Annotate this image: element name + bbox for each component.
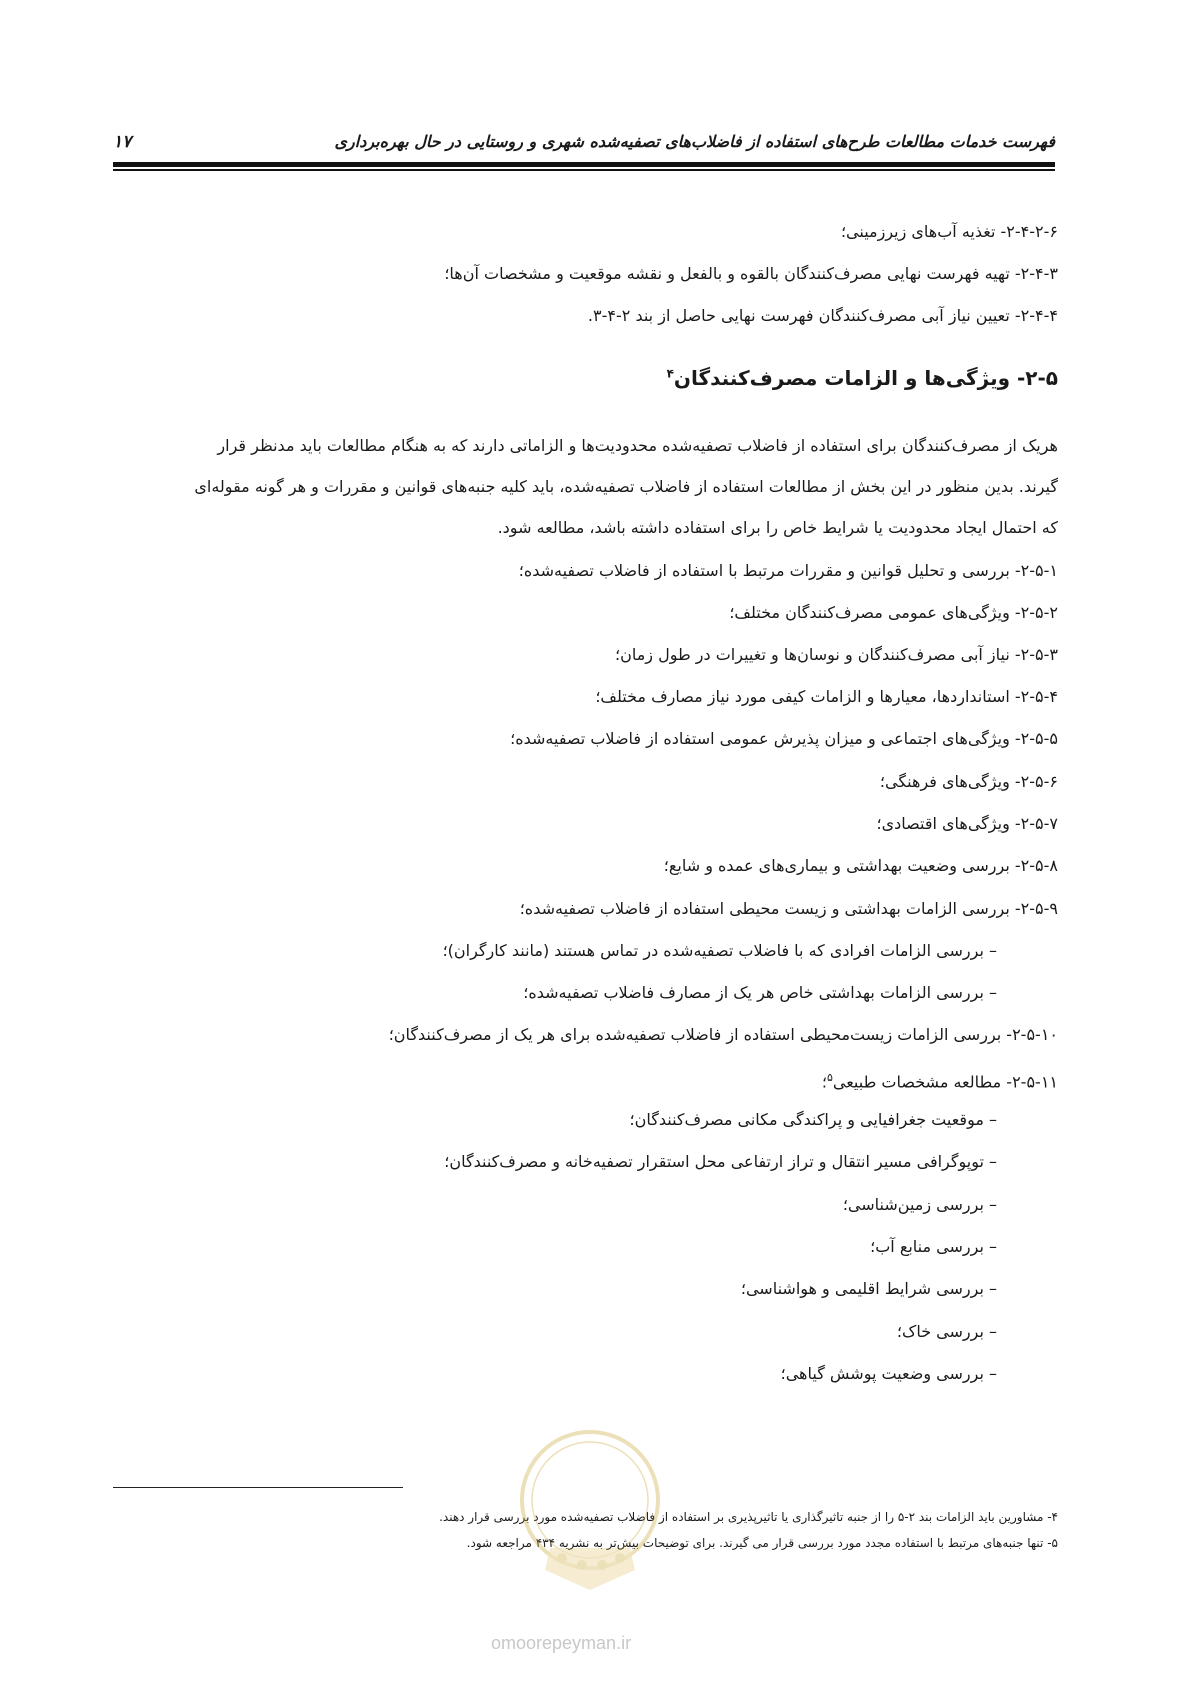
header-rule-thick bbox=[113, 162, 1055, 167]
watermark-url: omoorepeyman.ir bbox=[491, 1633, 632, 1653]
sub-list-item: – بررسی خاک؛ bbox=[896, 1322, 997, 1341]
list-item: ۲-۵-۷- ویژگی‌های اقتصادی؛ bbox=[876, 814, 1058, 833]
list-item: ۲-۴-۳- تهیه فهرست نهایی مصرف‌کنندگان بالقوه و بالفعل و نقشه موقعیت و مشخصات آن‌ها؛ bbox=[444, 264, 1058, 283]
footnote-ref: ۴ bbox=[666, 366, 674, 381]
paragraph bbox=[112, 425, 1058, 548]
page-number: ۱۷ bbox=[113, 132, 132, 152]
list-item: ۲-۵-۶- ویژگی‌های فرهنگی؛ bbox=[879, 772, 1058, 791]
list-item bbox=[822, 1066, 1058, 1094]
sub-list-item: – بررسی زمین‌شناسی؛ bbox=[842, 1195, 997, 1214]
sub-list-item: – بررسی منابع آب؛ bbox=[870, 1237, 997, 1256]
list-item: ۲-۵-۹- بررسی الزامات بهداشتی و زیست محیطی استفاده از فاضلاب تصفیه‌شده؛ bbox=[519, 899, 1058, 918]
paragraph-line: که احتمال ایجاد محدودیت یا شرایط خاص را برای استفاده داشته باشد، مطالعه شود. bbox=[497, 518, 1058, 537]
list-item: ۲-۴-۲-۶- تغذیه آب‌های زیرزمینی؛ bbox=[840, 222, 1058, 241]
list-item: ۲-۵-۵- ویژگی‌های اجتماعی و میزان پذیرش عمومی استفاده از فاضلاب تصفیه‌شده؛ bbox=[510, 729, 1058, 748]
list-item: ۲-۵-۴- استانداردها، معیارها و الزامات کیفی مورد نیاز مصارف مختلف؛ bbox=[595, 687, 1058, 706]
sub-list-item: – موقعیت جغرافیایی و پراکندگی مکانی مصرف‌کنندگان؛ bbox=[629, 1110, 997, 1129]
list-item-tail: ؛ bbox=[821, 1072, 827, 1092]
header-rule-thin bbox=[113, 169, 1055, 171]
list-item: ۲-۵-۲- ویژگی‌های عمومی مصرف‌کنندگان مختلف؛ bbox=[729, 603, 1058, 622]
sub-list-item: – بررسی شرایط اقلیمی و هواشناسی؛ bbox=[740, 1279, 997, 1298]
section-heading-text: ۲-۵- ویژگی‌ها و الزامات مصرف‌کنندگان bbox=[673, 366, 1058, 390]
list-item: ۲-۵-۸- بررسی وضعیت بهداشتی و بیماری‌های عمده و شایع؛ bbox=[663, 856, 1058, 875]
sub-list-item: – بررسی الزامات افرادی که با فاضلاب تصفیه‌شده در تماس هستند (مانند کارگران)؛ bbox=[442, 941, 997, 960]
list-item: ۲-۴-۴- تعیین نیاز آبی مصرف‌کنندگان فهرست نهایی حاصل از بند ۲-۴-۳. bbox=[587, 306, 1058, 325]
footnote: ۴- مشاورین باید الزامات بند ۲-۵ را از جنبه تاثیرگذاری یا تاثیرپذیری بر استفاده از فاضلاب تصفیه‌شده مورد بررسی قرار دهند. bbox=[439, 1510, 1058, 1524]
header-title: فهرست خدمات مطالعات طرح‌های استفاده از فاضلاب‌های تصفیه‌شده شهری و روستایی در حال بهره‌برداری bbox=[334, 132, 1055, 151]
section-heading bbox=[667, 366, 1058, 390]
sub-list-item: – بررسی الزامات بهداشتی خاص هر یک از مصارف فاضلاب تصفیه‌شده؛ bbox=[523, 983, 997, 1002]
list-item: ۲-۵-۱۰- بررسی الزامات زیست‌محیطی استفاده از فاضلاب تصفیه‌شده برای هر یک از مصرف‌کنندگان؛ bbox=[388, 1025, 1058, 1044]
footnote: ۵- تنها جنبه‌های مرتبط با استفاده مجدد مورد بررسی قرار می گیرند. برای توضیحات بیش‌تر به نشریه ۴۳۴ مراجعه شود. bbox=[466, 1536, 1058, 1550]
list-item: ۲-۵-۱- بررسی و تحلیل قوانین و مقررات مرتبط با استفاده از فاضلاب تصفیه‌شده؛ bbox=[518, 561, 1058, 580]
sub-list-item: – توپوگرافی مسیر انتقال و تراز ارتفاعی محل استقرار تصفیه‌خانه و مصرف‌کنندگان؛ bbox=[444, 1152, 997, 1171]
paragraph-line: گیرند. بدین منظور در این بخش از مطالعات استفاده از فاضلاب تصفیه‌شده، باید کلیه جنبه‌های قوانین و مقررات و هر گونه مقوله‌ای bbox=[194, 477, 1058, 496]
footnote-ref: ۵ bbox=[826, 1071, 833, 1084]
paragraph-line: هریک از مصرف‌کنندگان برای استفاده از فاضلاب تصفیه‌شده محدودیت‌ها و الزاماتی دارند که به هنگام مطالعات باید مدنظر قرار bbox=[217, 436, 1058, 455]
list-item: ۲-۵-۳- نیاز آبی مصرف‌کنندگان و نوسان‌ها و تغییرات در طول زمان؛ bbox=[614, 645, 1058, 664]
sub-list-item: – بررسی وضعیت پوشش گیاهی؛ bbox=[780, 1364, 997, 1383]
footnote-separator bbox=[113, 1487, 403, 1488]
watermark-stamp-icon bbox=[490, 1420, 690, 1600]
list-item-text: ۲-۵-۱۱- مطالعه مشخصات طبیعی bbox=[832, 1072, 1058, 1092]
